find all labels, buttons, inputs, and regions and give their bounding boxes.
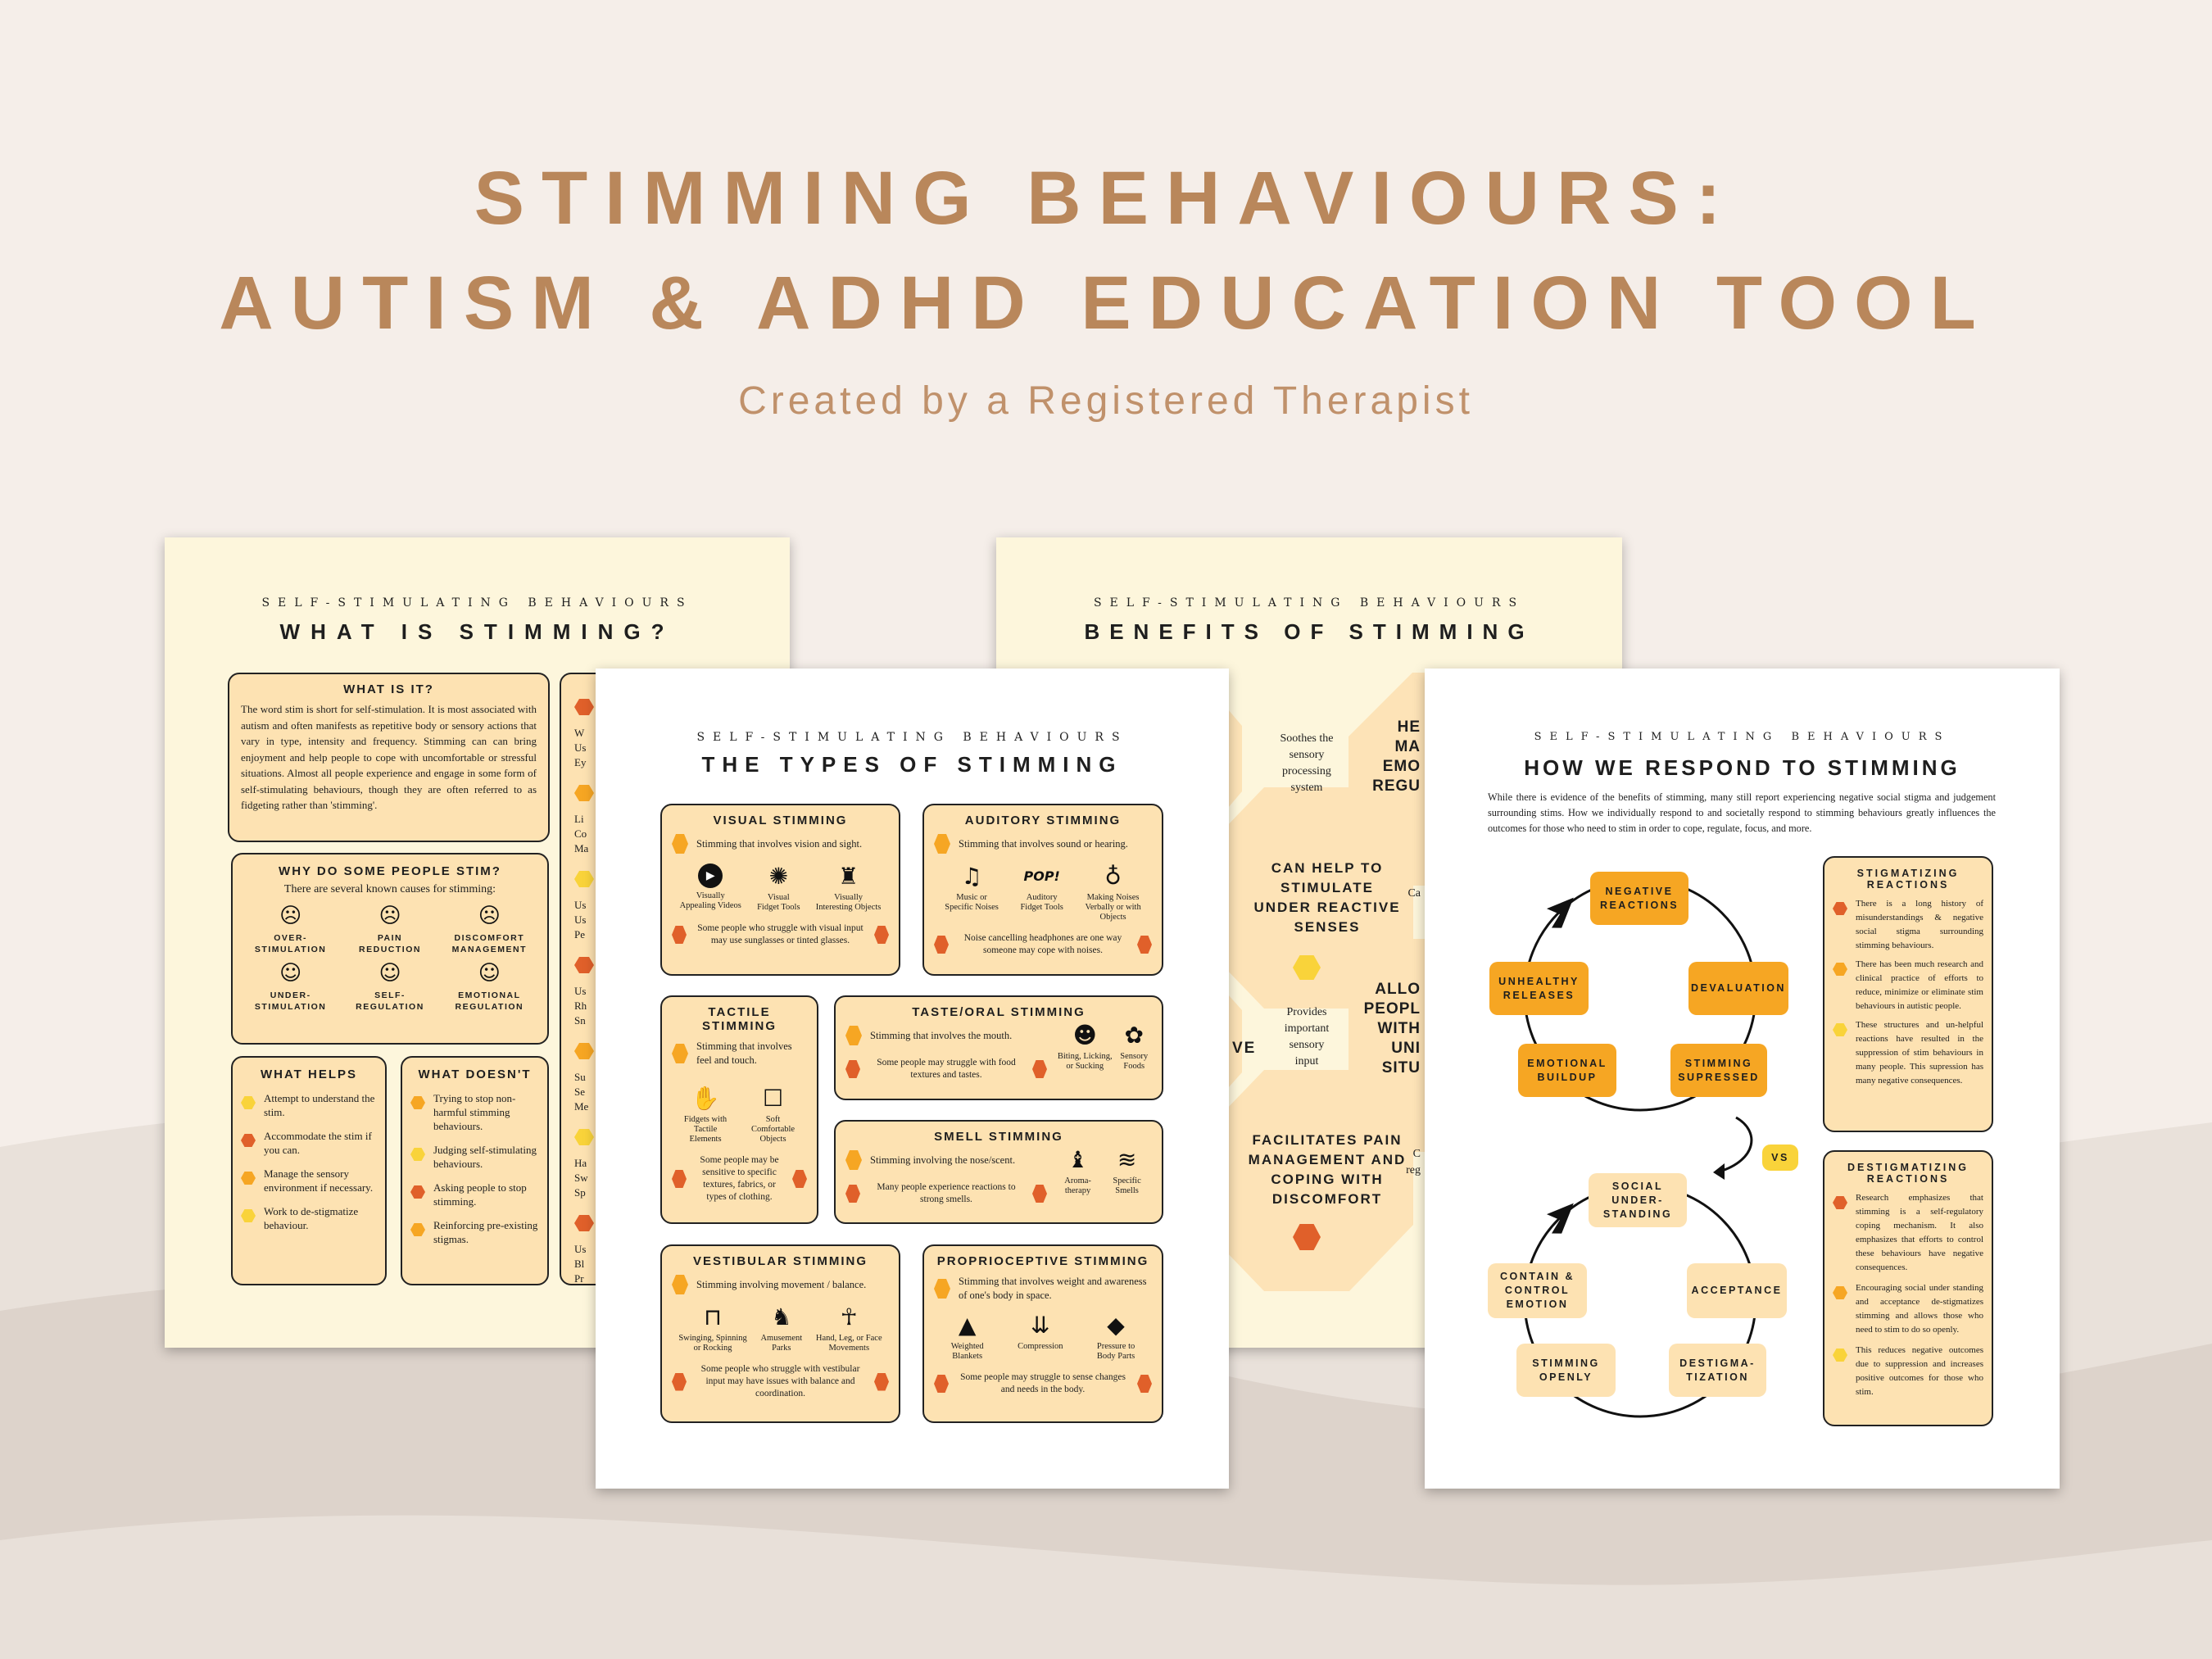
- list-item-text: Manage the sensory environment if necessary.: [264, 1167, 374, 1194]
- hex-bullet-icon: [845, 1150, 862, 1170]
- taste-stimming-box: [834, 995, 1163, 1100]
- cause-item: [340, 960, 439, 1013]
- icon-label: Specific Smells: [1113, 1176, 1141, 1195]
- destigmatizing-box: [1823, 1150, 1993, 1426]
- icon-label: Music or Specific Noises: [945, 893, 999, 912]
- hex-bullet-icon: [1137, 936, 1152, 954]
- hex-bullet-icon: [241, 1134, 256, 1147]
- box-body: [845, 1022, 1152, 1081]
- benefit-fragment-ve: VE: [1232, 1040, 1257, 1057]
- note-text: Noise cancelling headphones are one way someone may cope with noises.: [963, 933, 1122, 955]
- cycle-unhealthy-releases: UNHEALTHY RELEASES: [1489, 962, 1589, 1015]
- box-left: [845, 1026, 1047, 1081]
- list-item-text: Encouraging social under standing and acceptance de-stigmatizes stimming and allows those who need to stim to do so openly.: [1856, 1283, 1983, 1335]
- hex-bullet-icon: [672, 1373, 687, 1391]
- side-fragment-text: Su Se Me: [574, 1071, 589, 1113]
- list-item-text: These structures and un-helpful reactions have resulted in the suppression of stim behaviours in many people. This supression has many negative consequences.: [1856, 1020, 1983, 1086]
- face-overwhelmed-icon: ☹: [279, 904, 302, 928]
- what-is-it-heading: WHAT IS IT?: [343, 682, 434, 696]
- icon-label: Auditory Fidget Tools: [1020, 893, 1063, 912]
- note-row: [845, 1181, 1047, 1206]
- list-item: [241, 1129, 377, 1157]
- hex-bullet-icon: [672, 1170, 687, 1188]
- microphone-icon: ♁: [1104, 863, 1122, 890]
- intro-paragraph: While there is evidence of the benefits of stimming, many still report experiencing negative social stigma and judgement surrounding stims. How we individually respond to and societally respond to stimming behaviours greatly influences the outcomes for those who need to stim in order to cope, regulate, focus, and more.: [1488, 791, 1996, 834]
- list-item-text: Asking people to stop stimming.: [433, 1181, 527, 1208]
- icon-row: [1054, 1022, 1152, 1081]
- hex-bullet-icon: [672, 1275, 688, 1294]
- hex-bullet-icon: [672, 834, 688, 854]
- intro-row: [934, 1275, 1152, 1303]
- list-item-text: There has been much research and clinical practice of efforts to reduce, minimize or eliminate stim behaviours in autistic people.: [1856, 959, 1983, 1011]
- icon-item: [684, 1086, 727, 1145]
- cause-item: [241, 960, 340, 1013]
- pop-icon: POP!: [1023, 868, 1060, 884]
- cause-label: EMOTIONAL REGULATION: [455, 990, 524, 1012]
- box-heading: TASTE/ORAL STIMMING: [912, 1005, 1086, 1019]
- side-fragment-text: Ha Sw Sp: [574, 1157, 588, 1199]
- vestibular-stimming-box: [660, 1244, 900, 1423]
- page-title: HOW WE RESPOND TO STIMMING: [1524, 755, 1960, 780]
- weight-icon: ▲: [958, 1312, 977, 1339]
- hex-bullet-icon: [241, 1209, 256, 1222]
- note-text: Some people who struggle with vestibular input may have issues with balance and coordination.: [700, 1364, 860, 1398]
- person-moving-icon: ☥: [840, 1303, 858, 1330]
- note-text: Some people may struggle to sense changes and needs in the body.: [960, 1372, 1126, 1394]
- list-item-text: Accommodate the stim if you can.: [264, 1130, 372, 1156]
- cause-label: SELF- REGULATION: [356, 990, 424, 1012]
- list-item-text: Judging self-stimulating behaviours.: [433, 1144, 537, 1170]
- side-fragment-text: Li Co Ma: [574, 813, 589, 854]
- face-calm-icon: ☺: [378, 961, 401, 986]
- icon-row: [672, 1086, 807, 1145]
- swing-icon: ⊓: [704, 1303, 722, 1330]
- cycle-stimming-suppressed: STIMMING SUPRESSED: [1670, 1044, 1767, 1097]
- hex-bullet-icon: [845, 1060, 860, 1078]
- icon-item: [680, 863, 741, 913]
- page-kicker: SELF-STIMULATING BEHAVIOURS: [1093, 596, 1525, 610]
- box-left: [845, 1150, 1047, 1206]
- cycle-acceptance: ACCEPTANCE: [1687, 1263, 1787, 1318]
- list-item-text: Work to de-stigmatize behaviour.: [264, 1205, 359, 1231]
- list-item-text: Research emphasizes that stimming is a self-regulatory coping mechanism. It also emphasizes that efforts to control these behaviours have negative consequences.: [1856, 1193, 1983, 1272]
- list-item: [410, 1143, 539, 1171]
- note-row: [672, 922, 889, 947]
- cause-item: [440, 960, 539, 1013]
- icon-item: [760, 1304, 802, 1353]
- box-heading: TACTILE STIMMING: [702, 1005, 777, 1033]
- subtitle: Created by a Registered Therapist: [738, 379, 1474, 423]
- list-item: [241, 1091, 377, 1119]
- icon-label: Visually Interesting Objects: [815, 893, 882, 912]
- hex-bullet-icon: [792, 1170, 807, 1188]
- icon-label: Swinging, Spinning or Rocking: [678, 1334, 747, 1353]
- note-row: [934, 932, 1152, 957]
- icon-label: Hand, Leg, or Face Movements: [815, 1334, 882, 1353]
- icon-item: [1097, 1312, 1135, 1362]
- list-item: [410, 1181, 539, 1208]
- what-is-it-body: The word stim is short for self-stimulation. It is most associated with autism and often manifests as repetitive body or sensory actions that vary in type, intensity and frequency. Stimming can can bring enjoyment and help people to cope with uncomfortable or stressful situations. Almost all people experience and engage in some form of self-stimulating behaviours, though they are often referred to as fidgeting rather than 'stimming'.: [241, 703, 537, 811]
- cycle-social-understanding: SOCIAL UNDER- STANDING: [1589, 1173, 1687, 1227]
- list-item-text: Reinforcing pre-existing stigmas.: [433, 1219, 538, 1245]
- cause-item: [440, 903, 539, 955]
- benefit-fragment-he: HE MA EMO REGU: [1372, 718, 1421, 795]
- icon-item: [945, 863, 999, 922]
- note-text: Some people may be sensitive to specific textures, fabrics, or types of clothing.: [700, 1155, 779, 1202]
- benefit-stimulate: CAN HELP TO STIMULATE UNDER REACTIVE SENSES: [1253, 860, 1401, 935]
- list-item: [1833, 1281, 1983, 1337]
- cycle-stimming-openly: STIMMING OPENLY: [1516, 1344, 1616, 1397]
- hex-bullet-icon: [410, 1148, 425, 1161]
- icon-row: [672, 1304, 889, 1353]
- list-item: [1833, 1191, 1983, 1275]
- hex-bullet-icon: [241, 1172, 256, 1185]
- fidget-spinner-icon: ✺: [768, 863, 789, 890]
- hex-bullet-icon: [410, 1096, 425, 1109]
- icon-item: [816, 863, 882, 913]
- vs-badge: VS: [1762, 1145, 1798, 1171]
- note-row: [934, 1371, 1152, 1396]
- main-title-line-1: STIMMING BEHAVIOURS:: [474, 156, 1738, 240]
- cause-item: [340, 903, 439, 955]
- icon-label: Biting, Licking, or Sucking: [1057, 1052, 1113, 1071]
- intro-row: [672, 1275, 889, 1294]
- list-item: [1833, 1344, 1983, 1399]
- intro-row: [672, 1040, 807, 1067]
- side-fragment-text: Us Bl Pr: [574, 1243, 587, 1285]
- hex-bullet-icon: [1032, 1060, 1047, 1078]
- hex-bullet-icon: [574, 1215, 594, 1231]
- stigmatizing-box: [1823, 856, 1993, 1132]
- cycle-emotional-buildup: EMOTIONAL BUILDUP: [1518, 1044, 1616, 1097]
- hex-bullet-icon: [845, 1185, 860, 1203]
- cause-label: PAIN REDUCTION: [359, 933, 421, 954]
- page-title: WHAT IS STIMMING?: [279, 619, 675, 644]
- cause-item: [241, 903, 340, 955]
- cycle-devaluation: DEVALUATION: [1688, 962, 1788, 1015]
- pillow-icon: ☐: [762, 1085, 784, 1112]
- icon-label: Amusement Parks: [760, 1334, 803, 1353]
- cycle-negative-reactions: NEGATIVE REACTIONS: [1590, 872, 1688, 925]
- icon-row: [934, 863, 1152, 922]
- what-helps-heading: WHAT HELPS: [260, 1067, 358, 1081]
- hex-bullet-icon: [934, 834, 950, 854]
- tactile-stimming-box: [660, 995, 818, 1224]
- stigmatizing-list: [1833, 897, 1983, 1088]
- hex-bullet-icon: [1137, 1375, 1152, 1393]
- icon-row: [1054, 1147, 1152, 1206]
- cause-label: UNDER- STIMULATION: [254, 990, 327, 1012]
- list-item: [241, 1204, 377, 1232]
- pressure-icon: ◆: [1107, 1312, 1125, 1339]
- destigmatizing-heading: DESTIGMATIZING REACTIONS: [1847, 1162, 1969, 1185]
- benefit-fragment-allo: ALLO PEOPL WITH UNI SITU: [1363, 981, 1421, 1077]
- hex-bullet-icon: [672, 1044, 688, 1063]
- face-bored-icon: ☺: [279, 961, 302, 986]
- stigmatizing-heading: STIGMATIZING REACTIONS: [1856, 868, 1960, 891]
- note-text: Many people experience reactions to strong smells.: [877, 1182, 1016, 1204]
- list-item: [410, 1091, 539, 1133]
- page-kicker: SELF-STIMULATING BEHAVIOURS: [1534, 731, 1951, 743]
- intro-row: [672, 834, 889, 854]
- proprio-stimming-box: [922, 1244, 1163, 1423]
- candle-icon: ♝: [1067, 1146, 1089, 1173]
- note-text: Some people who struggle with visual input may use sunglasses or tinted glasses.: [697, 923, 863, 945]
- face-pain-icon: ☹: [378, 904, 401, 928]
- page-how-we-respond: [1425, 669, 2060, 1489]
- intro-row: [934, 834, 1152, 854]
- list-item: [241, 1167, 377, 1194]
- list-item-text: Trying to stop non-harmful stimming behaviours.: [433, 1092, 516, 1132]
- box-body: [845, 1146, 1152, 1206]
- icon-label: Aroma- therapy: [1064, 1176, 1091, 1195]
- note-row: [672, 1154, 807, 1203]
- list-item: [1833, 897, 1983, 953]
- icon-label: Visual Fidget Tools: [757, 893, 800, 912]
- hex-bullet-icon: [1833, 1349, 1847, 1362]
- note-text: Some people may struggle with food textures and tastes.: [877, 1058, 1016, 1080]
- icon-item: [678, 1304, 746, 1353]
- icon-item: [751, 1086, 795, 1145]
- icon-row: [672, 863, 889, 913]
- what-is-it-box: [228, 673, 550, 842]
- auditory-stimming-box: [922, 804, 1163, 976]
- icon-item: [1113, 1147, 1140, 1206]
- visual-stimming-box: [660, 804, 900, 976]
- note-row: [845, 1057, 1047, 1081]
- hex-bullet-icon: [874, 1373, 889, 1391]
- compression-icon: ⇊: [1031, 1312, 1050, 1339]
- box-heading: VISUAL STIMMING: [713, 814, 848, 827]
- hex-bullet-icon: [241, 1096, 256, 1109]
- music-note-icon: ♫: [961, 863, 982, 890]
- benefit-pain: FACILITATES PAIN MANAGEMENT AND COPING WITH DISCOMFORT: [1248, 1132, 1407, 1207]
- icon-label: Weighted Blankets: [950, 1342, 984, 1361]
- causes-grid: [241, 903, 539, 1013]
- icon-item: [951, 1312, 984, 1362]
- list-item-text: This reduces negative outcomes due to suppression and increases positive outcomes for those who stim.: [1856, 1345, 1983, 1397]
- icon-label: Pressure to Body Parts: [1096, 1342, 1135, 1361]
- main-title-line-2: AUTISM & ADHD EDUCATION TOOL: [219, 261, 1993, 345]
- side-fragment-text: Us Rh Sn: [574, 985, 587, 1027]
- smell-stimming-box: [834, 1120, 1163, 1224]
- hex-bullet-icon: [1833, 1286, 1847, 1299]
- intro-row: [845, 1150, 1047, 1170]
- icon-label: Compression: [1018, 1342, 1063, 1351]
- page-types-of-stimming: [596, 669, 1229, 1489]
- play-circle-icon: ▶: [698, 863, 723, 888]
- box-heading: AUDITORY STIMMING: [964, 814, 1122, 827]
- scent-icon: ≋: [1117, 1146, 1137, 1173]
- hex-bullet-icon: [574, 957, 594, 973]
- mouth-icon: ☻: [1072, 1022, 1097, 1049]
- why-intro: There are several known causes for stimming:: [283, 883, 496, 895]
- face-frown-icon: ☹: [478, 904, 501, 928]
- intro-text: Stimming that involves sound or hearing.: [959, 837, 1128, 850]
- list-item: [410, 1218, 539, 1246]
- what-helps-list: [241, 1091, 377, 1232]
- page-kicker: SELF-STIMULATING BEHAVIOURS: [696, 731, 1128, 744]
- hex-bullet-icon: [934, 936, 949, 954]
- intro-text: Stimming that involves feel and touch.: [696, 1040, 792, 1066]
- hex-bullet-icon: [1833, 902, 1847, 915]
- benefit-provides: Provides important sensory input: [1284, 1006, 1330, 1067]
- icon-item: [757, 863, 800, 913]
- intro-text: Stimming that involves the mouth.: [870, 1029, 1013, 1041]
- hex-bullet-icon: [1833, 1023, 1847, 1036]
- hex-bullet-icon: [672, 926, 687, 944]
- hex-bullet-icon: [574, 1043, 594, 1059]
- benefit-soothes: Soothes the sensory processing system: [1280, 732, 1334, 794]
- box-heading: SMELL STIMMING: [934, 1130, 1063, 1144]
- hex-bullet-icon: [410, 1223, 425, 1236]
- hands-icon: ✋: [691, 1085, 720, 1112]
- hex-bullet-icon: [934, 1279, 950, 1299]
- what-doesnt-heading: WHAT DOESN'T: [418, 1067, 532, 1081]
- icon-label: Sensory Foods: [1120, 1052, 1149, 1071]
- list-item: [1833, 958, 1983, 1013]
- cycle-contain-control: CONTAIN & CONTROL EMOTION: [1488, 1263, 1587, 1318]
- what-doesnt-box: [401, 1056, 549, 1285]
- icon-item: [1020, 863, 1063, 922]
- hex-bullet-icon: [574, 1129, 594, 1145]
- page-title: BENEFITS OF STIMMING: [1084, 619, 1534, 644]
- intro-text: Stimming involving the nose/scent.: [870, 1154, 1016, 1166]
- destigmatizing-list: [1833, 1191, 1983, 1399]
- side-fragment-text: W Us Ey: [574, 727, 587, 768]
- hex-bullet-icon: [574, 785, 594, 801]
- side-fragment-text: Us Us Pe: [574, 899, 587, 941]
- hex-bullet-icon: [1833, 963, 1847, 976]
- why-heading: WHY DO SOME PEOPLE STIM?: [279, 864, 501, 878]
- hex-bullet-icon: [1032, 1185, 1047, 1203]
- why-box: [231, 853, 549, 1045]
- cause-label: OVER- STIMULATION: [254, 933, 327, 954]
- intro-row: [845, 1026, 1047, 1045]
- hex-bullet-icon: [1833, 1196, 1847, 1209]
- icon-label: Visually Appealing Videos: [679, 891, 741, 910]
- hex-bullet-icon: [934, 1375, 949, 1393]
- list-item: [1833, 1018, 1983, 1088]
- icon-label: Soft Comfortable Objects: [750, 1115, 796, 1144]
- icon-item: [1120, 1022, 1148, 1081]
- icon-item: [1018, 1312, 1063, 1362]
- hex-bullet-icon: [845, 1026, 862, 1045]
- benefit-fragment-c: C reg: [1406, 1148, 1421, 1176]
- icon-item: [1058, 1022, 1113, 1081]
- page-title: THE TYPES OF STIMMING: [701, 752, 1123, 777]
- cause-label: DISCOMFORT MANAGEMENT: [451, 933, 528, 954]
- page-kicker: SELF-STIMULATING BEHAVIOURS: [261, 596, 693, 610]
- hex-bullet-icon: [574, 871, 594, 887]
- intro-text: Stimming that involves vision and sight.: [696, 837, 863, 850]
- intro-text: Stimming that involves weight and awareness of one's body in space.: [959, 1276, 1147, 1301]
- icon-row: [934, 1312, 1152, 1362]
- lava-lamp-icon: ♜: [838, 863, 859, 890]
- benefit-fragment-ca: Ca: [1407, 887, 1421, 900]
- icon-item: [816, 1304, 882, 1353]
- note-row: [672, 1363, 889, 1400]
- intro-text: Stimming involving movement / balance.: [696, 1278, 867, 1290]
- icon-label: Making Noises Verbally or with Objects: [1085, 893, 1141, 922]
- box-heading: VESTIBULAR STIMMING: [693, 1254, 868, 1268]
- what-doesnt-list: [410, 1091, 539, 1246]
- cycle-destigmatization: DESTIGMA- TIZATION: [1669, 1344, 1766, 1397]
- what-helps-box: [231, 1056, 387, 1285]
- face-sweat-icon: ☺: [478, 961, 501, 986]
- hex-bullet-icon: [574, 699, 594, 715]
- icon-item: [1085, 863, 1140, 922]
- list-item-text: Attempt to understand the stim.: [264, 1092, 375, 1118]
- box-heading: PROPRIOCEPTIVE STIMMING: [936, 1254, 1149, 1268]
- list-item-text: There is a long history of misunderstandings & negative social stigma surrounding stimming behaviours.: [1856, 899, 1983, 950]
- spring-rider-icon: ♞: [771, 1303, 792, 1330]
- icon-label: Fidgets with Tactile Elements: [683, 1115, 728, 1144]
- hex-bullet-icon: [874, 926, 889, 944]
- icon-item: [1064, 1147, 1091, 1206]
- hex-bullet-icon: [410, 1185, 425, 1199]
- candy-icon: ✿: [1124, 1022, 1144, 1049]
